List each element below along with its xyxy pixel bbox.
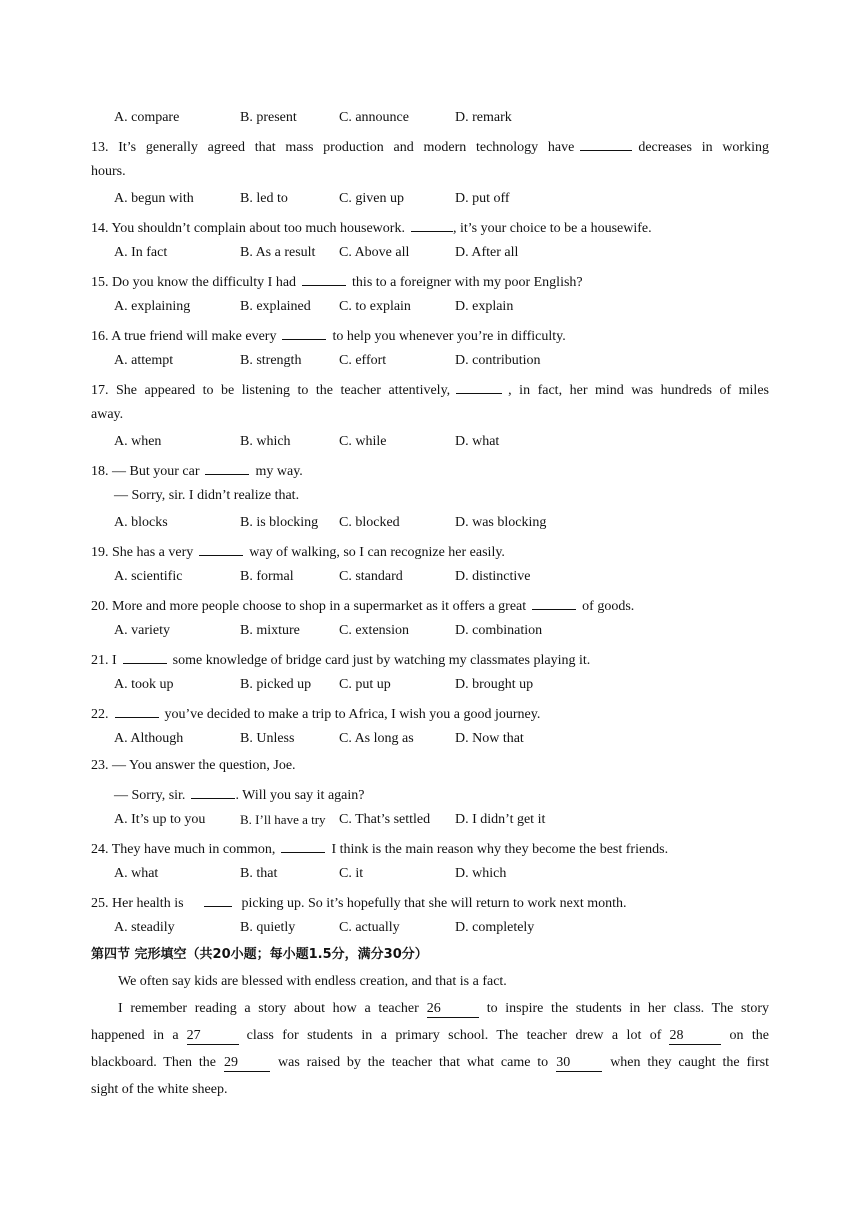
q16-blank xyxy=(282,325,326,340)
q16-option-d[interactable]: D. contribution xyxy=(455,353,541,368)
cloze-line-3 xyxy=(91,1054,769,1072)
cloze-text: on the xyxy=(729,1028,770,1043)
q24-option-a[interactable]: A. what xyxy=(114,866,159,881)
q25-text-a: 25. Her health is xyxy=(91,896,184,911)
q23-stem: 23. — You answer the question, Joe. xyxy=(91,758,296,773)
q16-option-c[interactable]: C. effort xyxy=(339,353,387,368)
q13-option-c[interactable]: C. given up xyxy=(339,191,404,206)
q20-option-c[interactable]: C. extension xyxy=(339,623,409,638)
q22-option-c[interactable]: C. As long as xyxy=(339,731,414,746)
q24-option-d[interactable]: D. which xyxy=(455,866,507,881)
q20-options xyxy=(114,622,674,640)
q24-option-c[interactable]: C. it xyxy=(339,866,364,881)
q20-text-a: 20. More and more people choose to shop in a supermarket as it offers a great xyxy=(91,599,527,614)
q16-text-b: to help you whenever you’re in difficulty. xyxy=(332,329,566,344)
q15-option-c[interactable]: C. to explain xyxy=(339,299,411,314)
q18-reply: — Sorry, sir. I didn’t realize that. xyxy=(114,488,300,503)
q14-option-c[interactable]: C. Above all xyxy=(339,245,410,260)
cloze-text: blackboard. Then the xyxy=(91,1055,217,1070)
q17-option-d[interactable]: D. what xyxy=(455,434,500,449)
q23-blank xyxy=(191,784,235,799)
q21-stem xyxy=(91,649,590,670)
q23-options xyxy=(114,811,674,829)
q22-blank xyxy=(115,703,159,718)
q14-text-a: 14. You shouldn’t complain about too much housework. xyxy=(91,221,405,236)
cloze-blank-30[interactable]: 30 xyxy=(556,1055,602,1072)
q15-options xyxy=(114,298,674,316)
cloze-blank-26[interactable]: 26 xyxy=(427,1001,479,1018)
q17-option-c[interactable]: C. while xyxy=(339,434,387,449)
q19-text-a: 19. She has a very xyxy=(91,545,194,560)
q19-option-d[interactable]: D. distinctive xyxy=(455,569,531,584)
q13-blank xyxy=(580,136,632,151)
cloze-blank-28[interactable]: 28 xyxy=(669,1028,721,1045)
q13-option-b[interactable]: B. led to xyxy=(240,191,288,206)
q24-text-b: I think is the main reason why they become the best friends. xyxy=(331,842,669,857)
q25-option-d[interactable]: D. completely xyxy=(455,920,535,935)
q18-option-c[interactable]: C. blocked xyxy=(339,515,400,530)
q16-options xyxy=(114,352,674,370)
q12-option-d[interactable]: D. remark xyxy=(455,110,512,125)
q24-stem xyxy=(91,838,668,859)
q17-option-b[interactable]: B. which xyxy=(240,434,291,449)
q16-stem xyxy=(91,325,566,346)
q15-stem xyxy=(91,271,583,292)
q15-option-b[interactable]: B. explained xyxy=(240,299,311,314)
q19-options xyxy=(114,568,674,586)
q21-option-b[interactable]: B. picked up xyxy=(240,677,312,692)
q25-options xyxy=(114,919,674,937)
q21-option-c[interactable]: C. put up xyxy=(339,677,391,692)
q25-option-b[interactable]: B. quietly xyxy=(240,920,296,935)
q12-options xyxy=(114,109,674,127)
cloze-text: I remember reading a story about how a teacher xyxy=(118,1001,419,1016)
q17-stem-cont: away. xyxy=(91,407,124,422)
q24-options xyxy=(114,865,674,883)
q24-text-a: 24. They have much in common, xyxy=(91,842,276,857)
cloze-blank-29[interactable]: 29 xyxy=(224,1055,270,1072)
cloze-paragraph-1: We often say kids are blessed with endless creation, and that is a fact. xyxy=(118,974,507,989)
q21-text-b: some knowledge of bridge card just by watching my classmates playing it. xyxy=(172,653,591,668)
q20-option-a[interactable]: A. variety xyxy=(114,623,170,638)
q20-stem xyxy=(91,595,634,616)
cloze-line-1 xyxy=(91,1000,769,1018)
q18-option-b[interactable]: B. is blocking xyxy=(240,515,319,530)
q15-blank xyxy=(302,271,346,286)
q19-option-c[interactable]: C. standard xyxy=(339,569,403,584)
q14-option-d[interactable]: D. After all xyxy=(455,245,519,260)
q23-reply xyxy=(114,784,364,805)
q25-option-c[interactable]: C. actually xyxy=(339,920,400,935)
q24-blank xyxy=(281,838,325,853)
q20-option-b[interactable]: B. mixture xyxy=(240,623,300,638)
q15-option-a[interactable]: A. explaining xyxy=(114,299,191,314)
q13-text-a: 13. It’s generally agreed that mass production and modern technology have xyxy=(91,140,575,155)
q13-options xyxy=(114,190,674,208)
cloze-text: happened in a xyxy=(91,1028,179,1043)
q18-text-a: 18. — But your car xyxy=(91,464,200,479)
q14-blank xyxy=(411,217,453,232)
q18-option-d[interactable]: D. was blocking xyxy=(455,515,547,530)
q15-text-b: this to a foreigner with my poor English? xyxy=(352,275,583,290)
q16-option-b[interactable]: B. strength xyxy=(240,353,302,368)
q18-blank xyxy=(205,460,249,475)
q25-stem xyxy=(91,892,627,913)
q18-options xyxy=(114,514,674,532)
section4-heading: 第四节 完形填空（共20小题；每小题1.5分，满分30分） xyxy=(91,947,428,962)
cloze-text: when they caught the first xyxy=(610,1055,769,1070)
q14-option-b[interactable]: B. As a result xyxy=(240,245,316,260)
q25-option-a[interactable]: A. steadily xyxy=(114,920,175,935)
q17-text-a: 17. She appeared to be listening to the teacher attentively, xyxy=(91,383,451,398)
q15-option-d[interactable]: D. explain xyxy=(455,299,514,314)
q18-stem xyxy=(91,460,303,481)
q16-text-a: 16. A true friend will make every xyxy=(91,329,277,344)
q22-option-b[interactable]: B. Unless xyxy=(240,731,295,746)
q19-blank xyxy=(199,541,243,556)
q19-option-b[interactable]: B. formal xyxy=(240,569,294,584)
q25-text-b: picking up. So it’s hopefully that she will return to work next month. xyxy=(241,896,627,911)
q12-option-a[interactable]: A. compare xyxy=(114,110,180,125)
q14-text-b: , it’s your choice to be a housewife. xyxy=(452,221,652,236)
cloze-text: class for students in a primary school. The teacher drew a lot of xyxy=(246,1028,662,1043)
cloze-blank-27[interactable]: 27 xyxy=(187,1028,239,1045)
q12-option-b[interactable]: B. present xyxy=(240,110,297,125)
q14-stem xyxy=(91,217,652,238)
q22-options xyxy=(114,730,674,748)
q19-text-b: way of walking, so I can recognize her easily. xyxy=(249,545,505,560)
q17-text-b: , in fact, her mind was hundreds of miles xyxy=(508,383,769,398)
q21-options xyxy=(114,676,674,694)
q22-option-a[interactable]: A. Although xyxy=(114,731,184,746)
q15-text-a: 15. Do you know the difficulty I had xyxy=(91,275,297,290)
q20-text-b: of goods. xyxy=(582,599,635,614)
q23-option-a[interactable]: A. It’s up to you xyxy=(114,812,206,827)
q12-option-c[interactable]: C. announce xyxy=(339,110,409,125)
q22-option-d[interactable]: D. Now that xyxy=(455,731,524,746)
q13-option-a[interactable]: A. begun with xyxy=(114,191,194,206)
q20-option-d[interactable]: D. combination xyxy=(455,623,543,638)
q19-stem xyxy=(91,541,505,562)
q14-option-a[interactable]: A. In fact xyxy=(114,245,168,260)
q23-text-b: . Will you say it again? xyxy=(235,788,365,803)
q22-stem xyxy=(91,703,540,724)
q22-text-a: 22. xyxy=(91,707,109,722)
q21-option-d[interactable]: D. brought up xyxy=(455,677,534,692)
q17-options xyxy=(114,433,674,451)
q23-option-c[interactable]: C. That’s settled xyxy=(339,812,431,827)
q17-stem xyxy=(91,379,769,400)
q16-option-a[interactable]: A. attempt xyxy=(114,353,174,368)
q23-option-d[interactable]: D. I didn’t get it xyxy=(455,812,546,827)
q23-option-b[interactable]: B. I’ll have a try xyxy=(240,812,326,827)
q22-text-b: you’ve decided to make a trip to Africa, I wish you a good journey. xyxy=(164,707,541,722)
q13-text-b: decreases in working xyxy=(638,140,769,155)
q20-blank xyxy=(532,595,576,610)
q17-option-a[interactable]: A. when xyxy=(114,434,162,449)
q18-option-a[interactable]: A. blocks xyxy=(114,515,168,530)
q14-options xyxy=(114,244,674,262)
q21-blank xyxy=(123,649,167,664)
q21-option-a[interactable]: A. took up xyxy=(114,677,174,692)
q25-blank xyxy=(204,892,232,907)
cloze-line-2 xyxy=(91,1027,769,1045)
q17-blank xyxy=(456,379,502,394)
q24-option-b[interactable]: B. that xyxy=(240,866,278,881)
q21-text-a: 21. I xyxy=(91,653,117,668)
q13-stem xyxy=(91,136,769,157)
q23-text-a: — Sorry, sir. xyxy=(114,788,186,803)
q13-option-d[interactable]: D. put off xyxy=(455,191,510,206)
cloze-line-4: sight of the white sheep. xyxy=(91,1082,228,1097)
cloze-text: was raised by the teacher that what came to xyxy=(278,1055,549,1070)
q18-text-b: my way. xyxy=(255,464,303,479)
cloze-text: to inspire the students in her class. The story xyxy=(486,1001,770,1016)
q13-stem-cont: hours. xyxy=(91,164,126,179)
q19-option-a[interactable]: A. scientific xyxy=(114,569,183,584)
